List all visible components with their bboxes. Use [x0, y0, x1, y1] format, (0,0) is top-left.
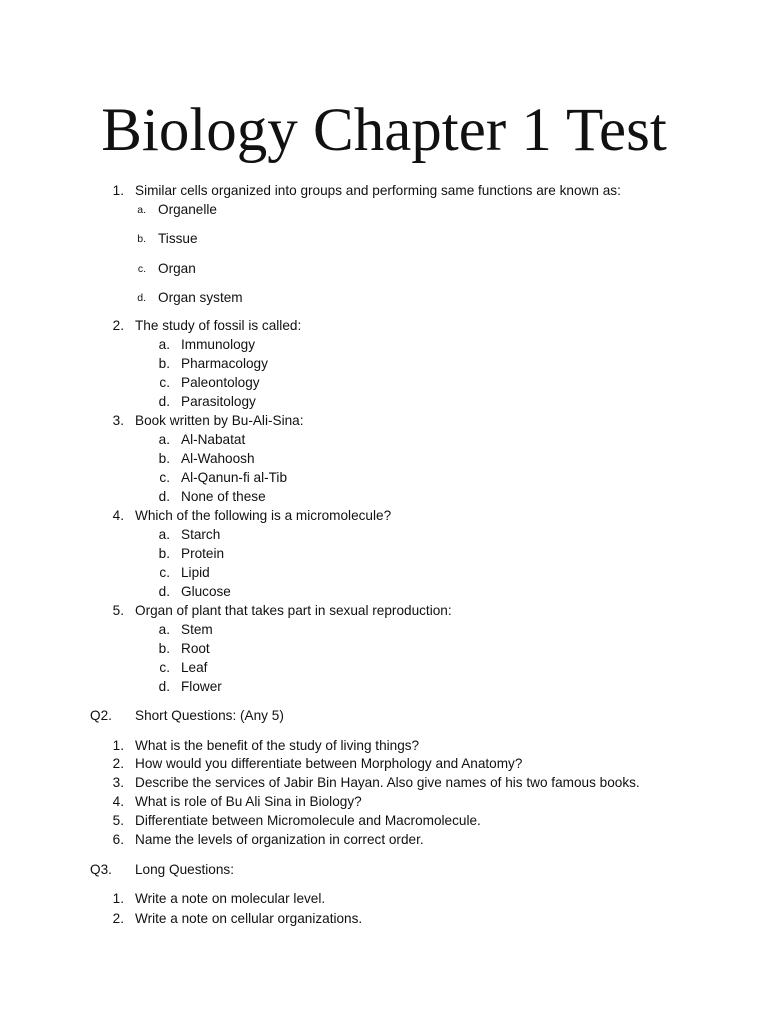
option-text: None of these — [181, 489, 266, 504]
option-letter: b. — [158, 356, 170, 371]
option-text: Organ — [158, 261, 196, 276]
option-text: Pharmacology — [181, 356, 268, 371]
section-heading: Short Questions: (Any 5) — [135, 708, 284, 723]
option-letter: b. — [137, 233, 146, 245]
option-letter: d. — [137, 292, 146, 304]
section-heading: Long Questions: — [135, 862, 234, 877]
question-text: Organ of plant that takes part in sexual reproduction: — [135, 603, 452, 618]
option-text: Leaf — [181, 660, 208, 675]
option-text: Al-Nabatat — [181, 432, 246, 447]
option-letter: a. — [158, 622, 170, 637]
item-number: 6. — [112, 832, 124, 847]
option-letter: d. — [158, 679, 170, 694]
option-text: Al-Wahoosh — [181, 451, 255, 466]
option-text: Organ system — [158, 290, 243, 305]
item-number: 2. — [112, 756, 124, 771]
option-text: Lipid — [181, 565, 210, 580]
item-text: Name the levels of organization in correct order. — [135, 832, 424, 847]
option-text: Stem — [181, 622, 213, 637]
item-text: Write a note on cellular organizations. — [135, 911, 363, 926]
item-number: 1. — [112, 891, 124, 906]
option-letter: a. — [137, 204, 146, 216]
item-text: Describe the services of Jabir Bin Hayan. Also give names of his two famous books. — [135, 775, 640, 790]
option-text: Al-Qanun-fi al-Tib — [181, 470, 288, 485]
option-letter: b. — [158, 451, 170, 466]
item-number: 5. — [112, 813, 124, 828]
item-text: How would you differentiate between Morphology and Anatomy? — [135, 756, 523, 771]
question-number: 4. — [112, 508, 124, 523]
option-text: Immunology — [181, 337, 256, 352]
option-letter: c. — [159, 470, 170, 485]
option-letter: a. — [158, 432, 170, 447]
option-letter: a. — [158, 527, 170, 542]
item-text: What is the benefit of the study of living things? — [135, 738, 420, 753]
option-letter: c. — [159, 375, 170, 390]
item-text: Differentiate between Micromolecule and Macromolecule. — [135, 813, 481, 828]
section-label: Q2. — [90, 708, 112, 723]
option-text: Paleontology — [181, 375, 260, 390]
item-text: Write a note on molecular level. — [135, 891, 326, 906]
question-number: 5. — [112, 603, 124, 618]
option-letter: d. — [158, 584, 170, 599]
question-text: The study of fossil is called: — [135, 318, 302, 333]
page-title: Biology Chapter 1 Test — [101, 97, 667, 164]
option-text: Glucose — [181, 584, 231, 599]
option-letter: a. — [158, 337, 170, 352]
option-text: Root — [181, 641, 210, 656]
option-text: Flower — [181, 679, 222, 694]
option-text: Starch — [181, 527, 221, 542]
option-letter: b. — [158, 641, 170, 656]
question-text: Similar cells organized into groups and performing same functions are known as: — [135, 183, 621, 198]
item-number: 4. — [112, 794, 124, 809]
option-letter: d. — [158, 394, 170, 409]
item-number: 3. — [112, 775, 124, 790]
item-text: What is role of Bu Ali Sina in Biology? — [135, 794, 362, 809]
option-text: Tissue — [158, 231, 198, 246]
option-letter: d. — [158, 489, 170, 504]
item-number: 2. — [112, 911, 124, 926]
question-number: 2. — [112, 318, 124, 333]
option-letter: b. — [158, 546, 170, 561]
option-letter: c. — [159, 565, 170, 580]
option-text: Protein — [181, 546, 225, 561]
question-text: Which of the following is a micromolecule? — [135, 508, 392, 523]
option-letter: c. — [159, 660, 170, 675]
option-text: Parasitology — [181, 394, 256, 409]
item-number: 1. — [112, 738, 124, 753]
question-number: 3. — [112, 413, 124, 428]
option-text: Organelle — [158, 202, 217, 217]
option-letter: c. — [137, 263, 146, 275]
question-number: 1. — [112, 183, 124, 198]
section-label: Q3. — [90, 862, 112, 877]
question-text: Book written by Bu-Ali-Sina: — [135, 413, 304, 428]
